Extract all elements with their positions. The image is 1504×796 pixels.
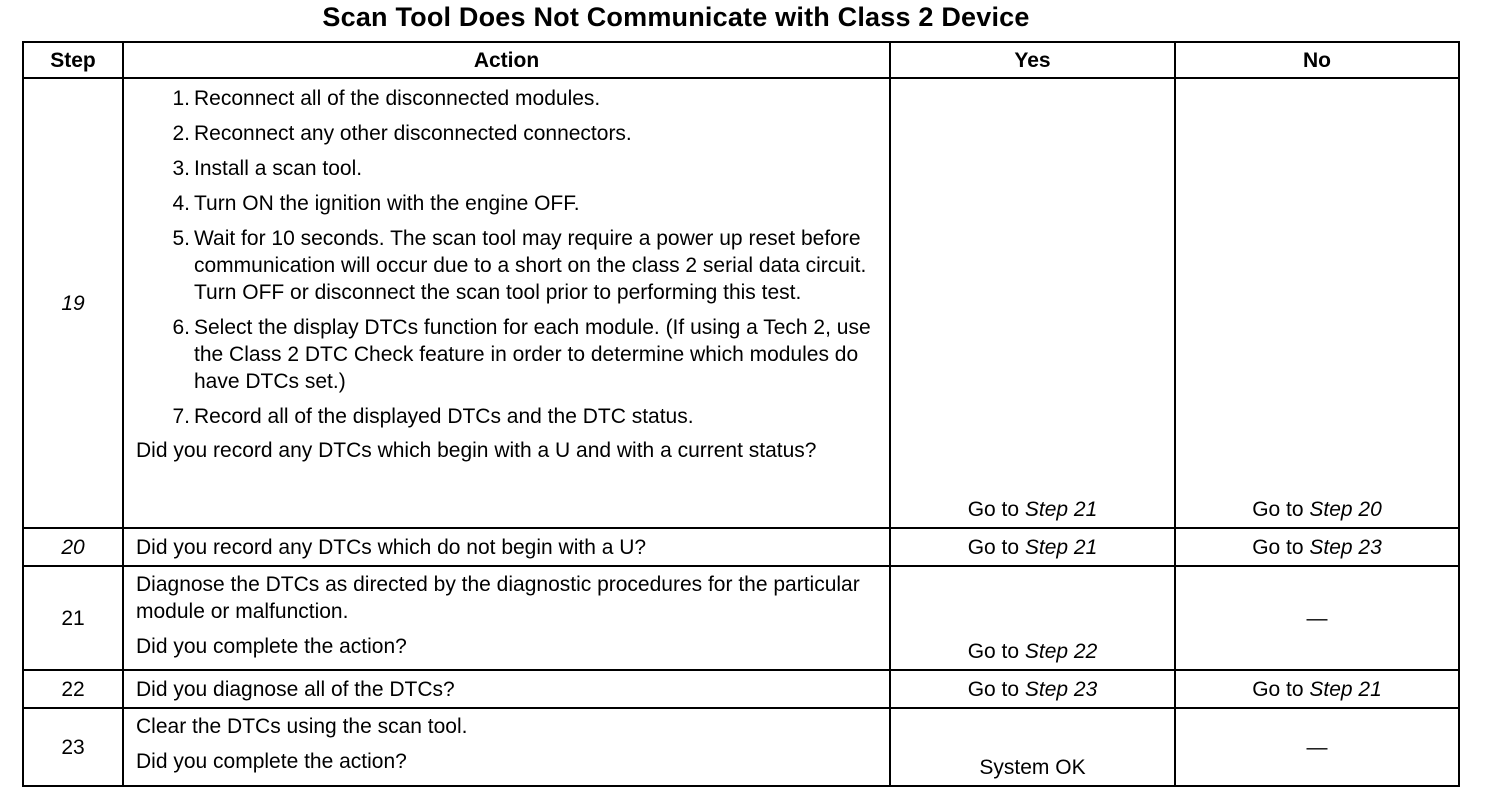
- step-link: Step 20: [1309, 498, 1382, 521]
- diagnostic-table: [22, 41, 1460, 787]
- question-text: Did you record any DTCs which begin with a U and with a current status?: [136, 439, 817, 462]
- step-link: Step 23: [1309, 535, 1382, 559]
- step-number: 21: [23, 566, 123, 670]
- action-cell: [123, 566, 890, 670]
- procedure-item: 7. Record all of the displayed DTCs and the DTC status.: [172, 405, 694, 428]
- question-text: Did you record any DTCs which do not begin with a U?: [136, 535, 647, 559]
- step-link: Step 21: [1024, 498, 1098, 521]
- no-cell: —: [1175, 708, 1459, 786]
- table-row-step-23: [23, 708, 1459, 786]
- instruction-text: Diagnose the DTCs as directed by the diagnostic procedures for the particular module or malfunction.: [136, 573, 860, 623]
- step-number: 19: [23, 78, 123, 528]
- no-cell: —: [1175, 566, 1459, 670]
- procedure-item: 5. Wait for 10 seconds. The scan tool may require a power up reset before communication will occur due to a short on the class 2 serial data circuit. Turn OFF or disconnect the scan tool prior to performing this test.: [172, 227, 867, 304]
- step-link: Step 23: [1024, 677, 1098, 701]
- yes-cell: Go to Step 21: [890, 78, 1175, 528]
- step-link: Step 21: [1024, 535, 1098, 559]
- yes-cell: Go to Step 23: [890, 670, 1175, 708]
- procedure-list: [136, 85, 881, 430]
- action-cell: [123, 708, 890, 786]
- procedure-item: 4. Turn ON the ignition with the engine OFF.: [172, 192, 580, 215]
- no-cell: Go to Step 21: [1175, 670, 1459, 708]
- step-link: Step 22: [1024, 640, 1098, 663]
- question-text: Did you complete the action?: [136, 750, 407, 773]
- header-yes: Yes: [890, 42, 1175, 78]
- header-action: Action: [123, 42, 890, 78]
- table-row-step-21: [23, 566, 1459, 670]
- procedure-item: 2. Reconnect any other disconnected connectors.: [172, 122, 632, 145]
- action-cell: [123, 670, 890, 708]
- action-cell: [123, 528, 890, 566]
- table-row-step-20: [23, 528, 1459, 566]
- step-number: 23: [23, 708, 123, 786]
- table-row-step-22: [23, 670, 1459, 708]
- procedure-item: 6. Select the display DTCs function for each module. (If using a Tech 2, use the Class 2 DTC Check feature in order to determine which modules do have DTCs set.): [172, 316, 871, 393]
- header-no: No: [1175, 42, 1459, 78]
- yes-cell: System OK: [890, 708, 1175, 786]
- header-step: Step: [23, 42, 123, 78]
- step-number: 20: [23, 528, 123, 566]
- page-title: Scan Tool Does Not Communicate with Class 2 Device: [322, 2, 1030, 32]
- table-row-step-19: [23, 78, 1459, 528]
- procedure-item: 3. Install a scan tool.: [172, 157, 363, 180]
- table-header-row: [23, 42, 1459, 78]
- instruction-text: Clear the DTCs using the scan tool.: [136, 715, 468, 738]
- yes-cell: Go to Step 22: [890, 566, 1175, 670]
- question-text: Did you diagnose all of the DTCs?: [136, 677, 455, 701]
- step-number: 22: [23, 670, 123, 708]
- procedure-item: 1. Reconnect all of the disconnected modules.: [172, 87, 601, 110]
- question-text: Did you complete the action?: [136, 635, 407, 658]
- no-cell: Go to Step 20: [1175, 78, 1459, 528]
- step-link: Step 21: [1309, 677, 1382, 701]
- action-cell: [123, 78, 890, 528]
- yes-cell: Go to Step 21: [890, 528, 1175, 566]
- no-cell: Go to Step 23: [1175, 528, 1459, 566]
